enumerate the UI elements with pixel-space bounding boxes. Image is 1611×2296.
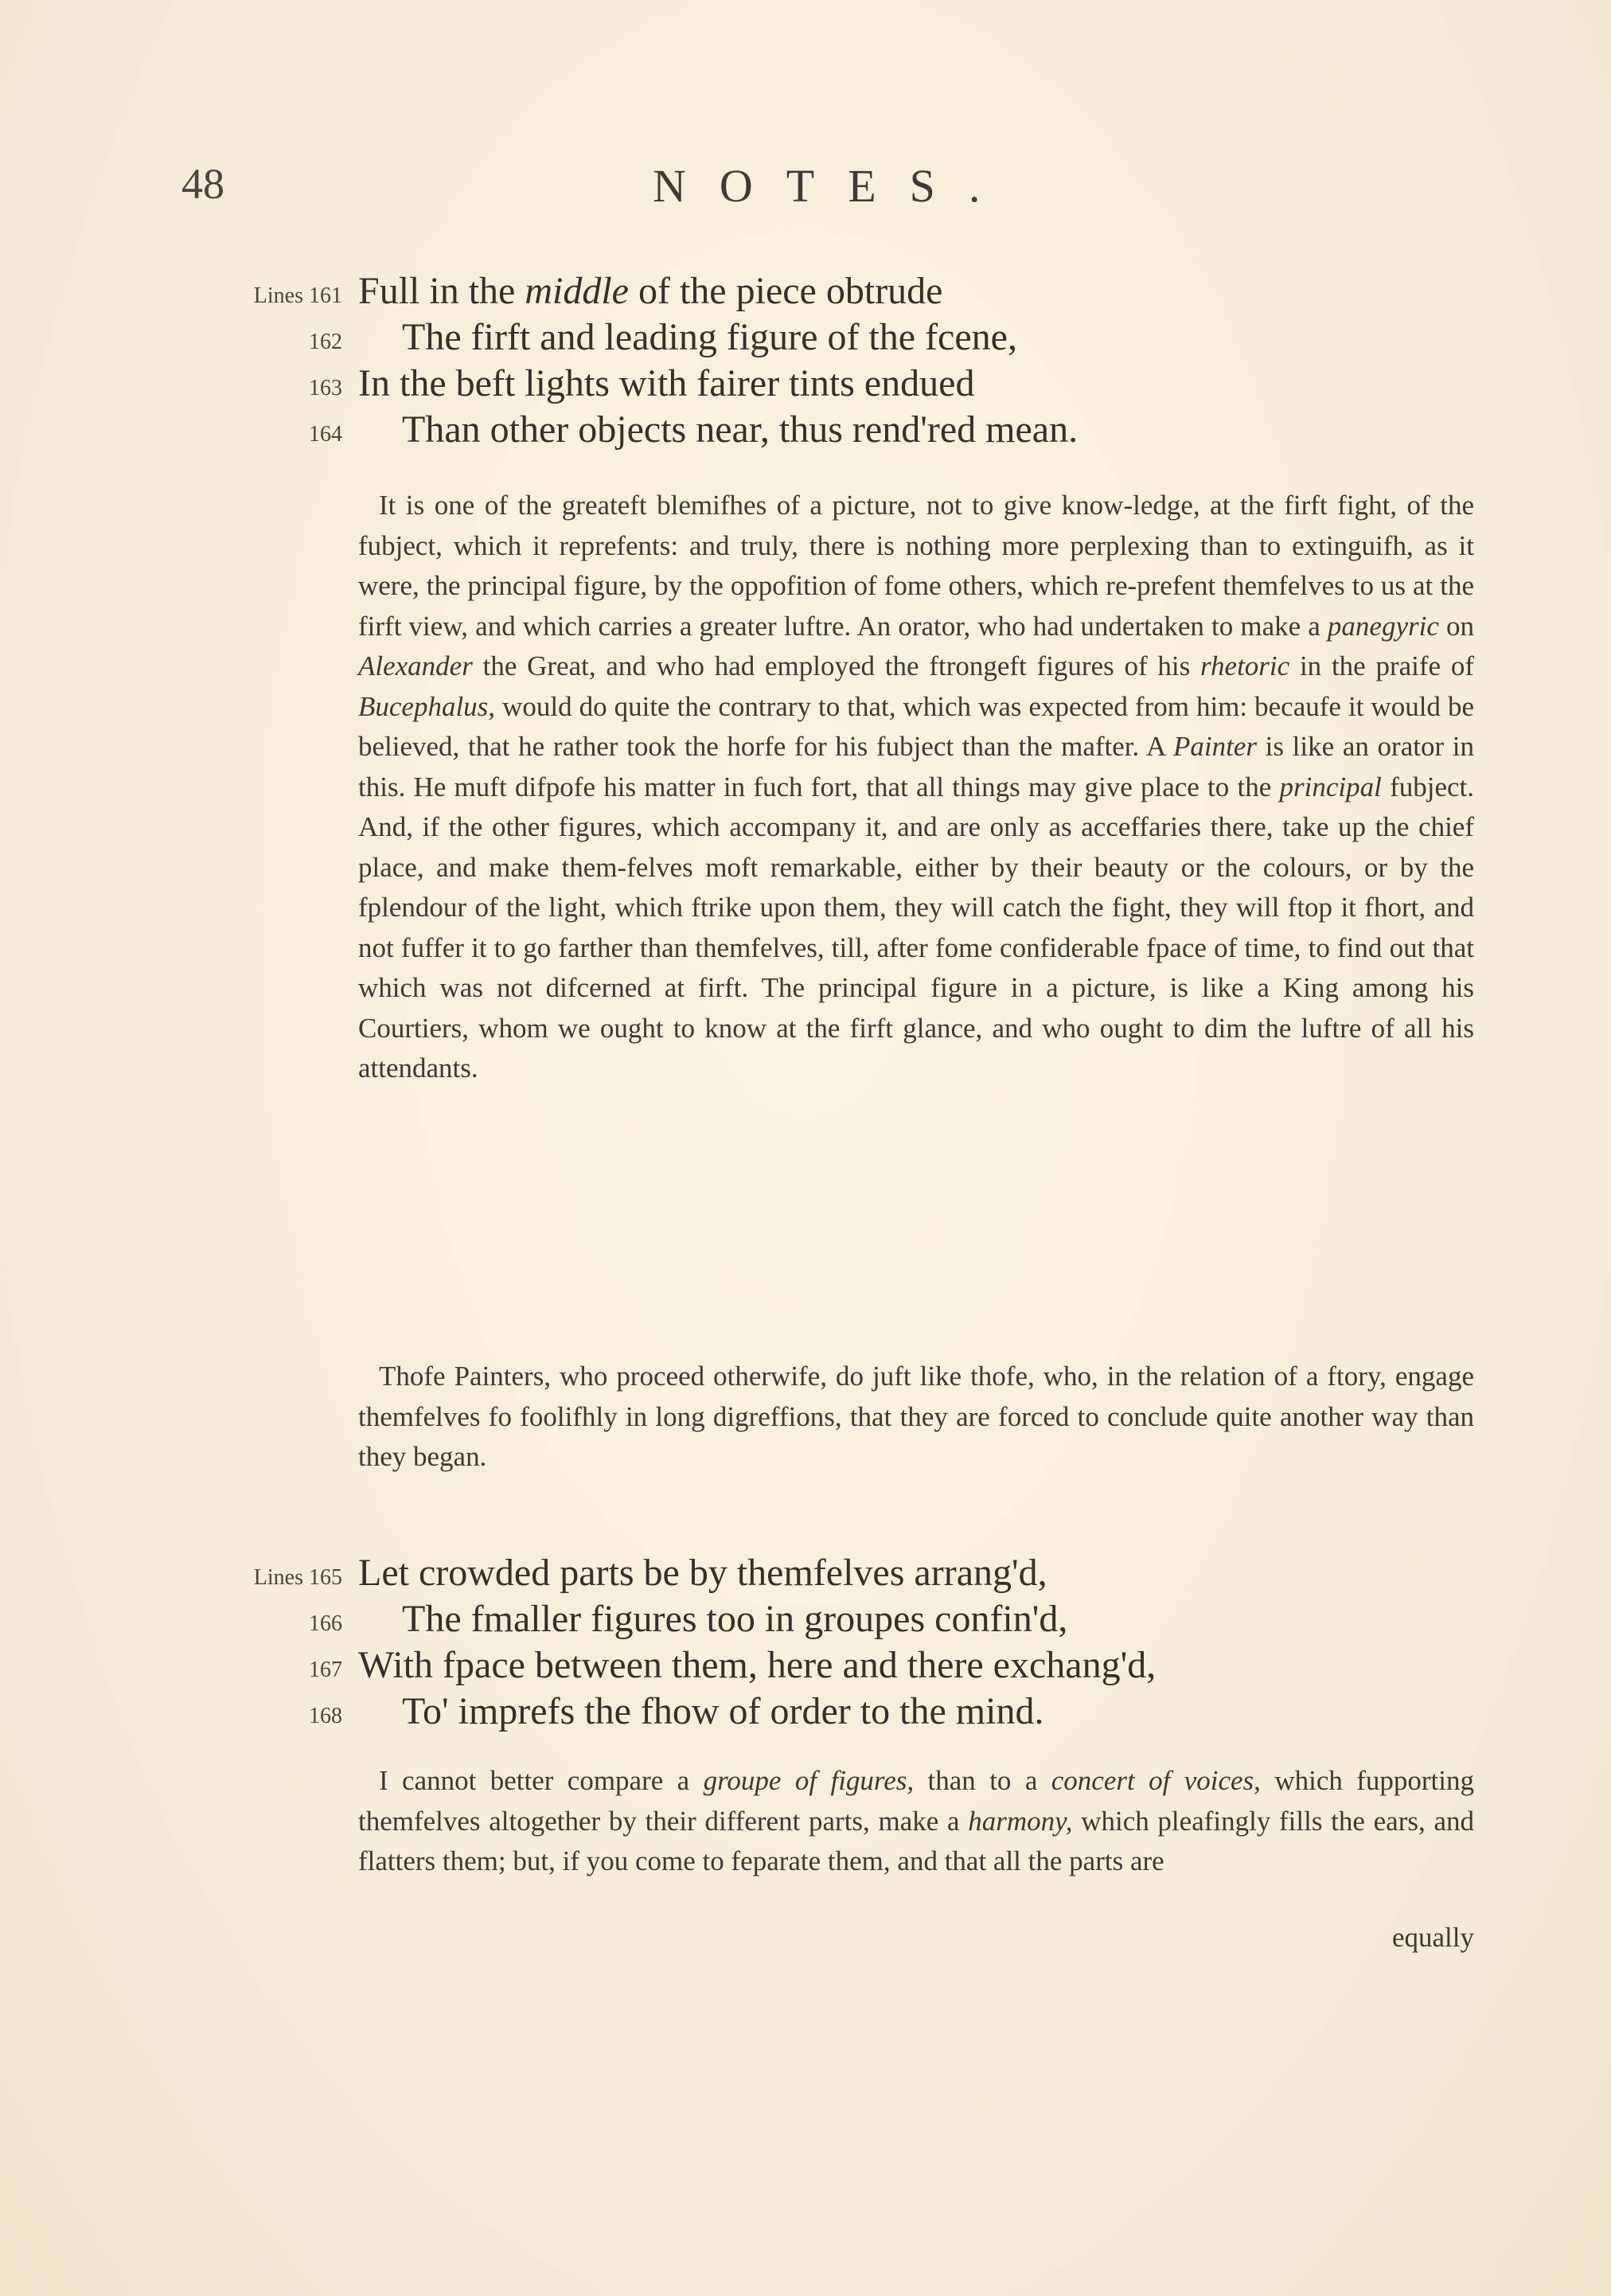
line-number: 166 xyxy=(309,1611,342,1636)
verse-text: Than other objects near, thus rend'red mean. xyxy=(402,408,1079,451)
verse-text: To' imprefs the fhow of order to the mind. xyxy=(402,1690,1044,1732)
catchword: equally xyxy=(1391,1922,1474,1953)
line-number: Lines 165 xyxy=(253,1565,342,1590)
page-header xyxy=(0,159,1611,231)
verse-line xyxy=(0,1689,1611,1736)
verse-line xyxy=(0,1597,1611,1643)
verse-block-165-168 xyxy=(0,1551,1611,1736)
page-number: 48 xyxy=(181,160,224,208)
note-paragraph-2: Thofe Painters, who proceed otherwife, do juft like thofe, who, in the relation of a ftory, engage themfelves fo foolifhly in long digreffions, that they are forced to conclude quite another way than they began. xyxy=(358,1361,1474,1472)
verse-line xyxy=(0,408,1611,454)
verse-text: In the beft lights with fairer tints endued xyxy=(358,362,975,404)
verse-line xyxy=(0,1643,1611,1689)
verse-line xyxy=(0,1551,1611,1597)
verse-text: Full in the middle of the piece obtrude xyxy=(358,270,943,312)
verse-text: The firft and leading figure of the fcene, xyxy=(402,316,1017,358)
verse-line xyxy=(0,269,1611,315)
note-paragraph-3: I cannot better compare a groupe of figures, than to a concert of voices, which fupporting themfelves altogether by their different parts, make a harmony, which pleafingly fills the ears, and flatters them; but, if you come to feparate them, and that all the parts are xyxy=(358,1765,1475,1876)
line-number: 164 xyxy=(309,422,342,447)
verse-line xyxy=(0,361,1611,408)
line-number: 168 xyxy=(309,1704,342,1728)
line-number: 163 xyxy=(309,376,342,400)
verse-block-161-164 xyxy=(0,269,1611,454)
running-title: NOTES. xyxy=(653,160,1014,212)
verse-text: Let crowded parts be by themfelves arrang'd, xyxy=(358,1552,1047,1594)
line-number: 162 xyxy=(309,330,342,354)
verse-text: The fmaller figures too in groupes confin'd, xyxy=(402,1598,1068,1640)
verse-text: With fpace between them, here and there exchang'd, xyxy=(358,1644,1157,1686)
note-paragraph-1: It is one of the greateft blemifhes of a picture, not to give know-ledge, at the firft fight, of the fubject, which it reprefents: and truly, there is nothing more perplexing than to extinguifh, as it were, the principal figure, by the oppofition of fome others, which re-prefent themfelves to us at the firft view, and which carries a greater luftre. An orator, who had undertaken to make a panegyric on Alexander the Great, and who had employed the ftrongeft figures of his rhetoric in the praife of Bucephalus, would do quite the contrary to that, which was expected from him: becaufe it would be believed, that he rather took the horfe for his fubject than the mafter. A Painter is like an orator in this. He muft difpofe his matter in fuch fort, that all things may give place to the principal fubject. And, if the other figures, which accompany it, and are only as acceffaries there, take up the chief place, and make them-felves moft remarkable, either by their beauty or the colours, or by the fplendour of the light, which ftrike upon them, they will catch the fight, they will ftop it fhort, and not fuffer it to go farther than themfelves, till, after fome confiderable fpace of time, to find out that which was not difcerned at firft. The principal figure in a picture, is like a King among his Courtiers, whom we ought to know at the firft glance, and who ought to dim the luftre of all his attendants. xyxy=(358,490,1474,1084)
verse-line xyxy=(0,315,1611,361)
line-number: 167 xyxy=(309,1658,342,1682)
line-number: Lines 161 xyxy=(253,283,342,308)
